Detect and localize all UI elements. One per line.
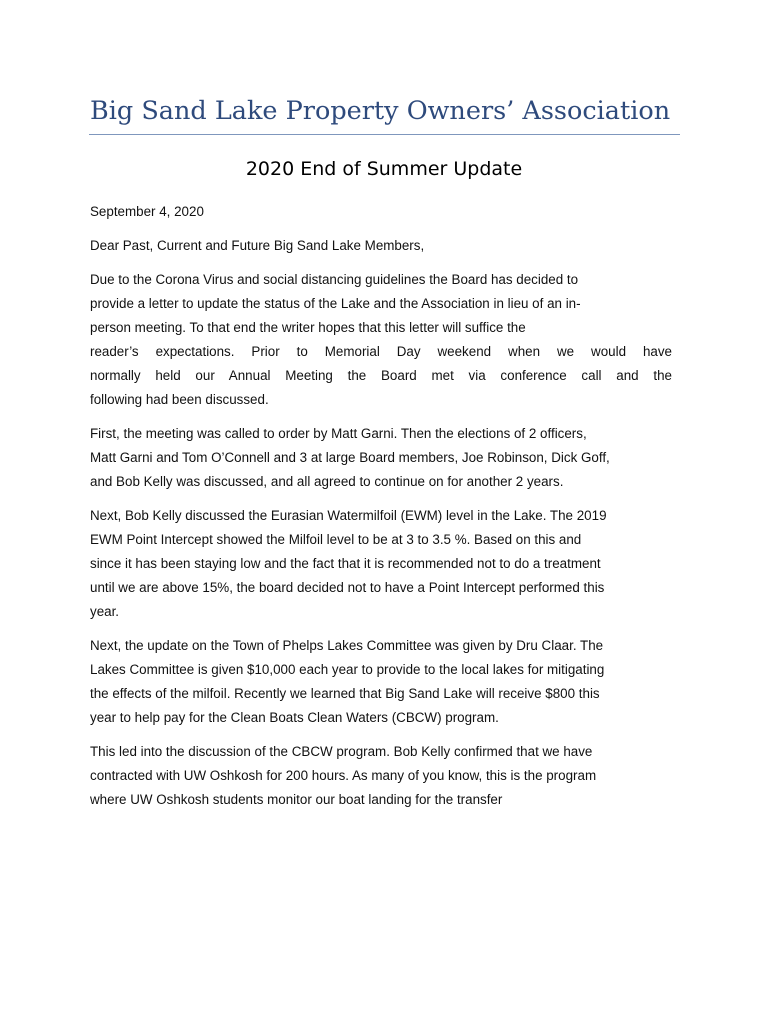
text-line: where UW Oshkosh students monitor our boat landing for the transfer <box>90 792 503 807</box>
paragraph-milfoil <box>90 504 672 624</box>
paragraph-intro <box>90 268 672 412</box>
text-line: and Bob Kelly was discussed, and all agreed to continue on for another 2 years. <box>90 474 564 489</box>
text-line: contracted with UW Oshkosh for 200 hours. As many of you know, this is the program <box>90 768 597 783</box>
text-line: the effects of the milfoil. Recently we learned that Big Sand Lake will receive $800 this <box>90 686 600 701</box>
text-line: Lakes Committee is given $10,000 each year to provide to the local lakes for mitigating <box>90 662 605 677</box>
salutation-text: Dear Past, Current and Future Big Sand Lake Members, <box>90 238 425 253</box>
text-line: Next, Bob Kelly discussed the Eurasian Watermilfoil (EWM) level in the Lake. The 2019 <box>90 508 607 523</box>
organization-heading: Big Sand Lake Property Owners’ Association <box>90 96 671 126</box>
heading-divider <box>89 134 680 135</box>
date-text: September 4, 2020 <box>90 204 204 219</box>
paragraph-cbcw <box>90 740 672 812</box>
document-title: 2020 End of Summer Update <box>245 158 523 180</box>
text-line: following had been discussed. <box>90 392 269 407</box>
text-line: provide a letter to update the status of the Lake and the Association in lieu of an in- <box>90 296 581 311</box>
text-line: year to help pay for the Clean Boats Clean Waters (CBCW) program. <box>90 710 499 725</box>
text-line: reader’s expectations. Prior to Memorial Day weekend when we would have <box>90 344 672 359</box>
text-line: until we are above 15%, the board decided not to have a Point Intercept performed this <box>90 580 605 595</box>
paragraph-lakes-committee <box>90 634 672 730</box>
text-line: normally held our Annual Meeting the Board met via conference call and the <box>90 368 672 383</box>
letter-salutation <box>90 234 672 258</box>
text-line: person meeting. To that end the writer hopes that this letter will suffice the <box>90 320 526 335</box>
text-line: First, the meeting was called to order by Matt Garni. Then the elections of 2 officers, <box>90 426 587 441</box>
text-line: Matt Garni and Tom O’Connell and 3 at large Board members, Joe Robinson, Dick Goff, <box>90 450 610 465</box>
text-line: EWM Point Intercept showed the Milfoil level to be at 3 to 3.5 %. Based on this and <box>90 532 582 547</box>
text-line: Due to the Corona Virus and social distancing guidelines the Board has decided to <box>90 272 579 287</box>
text-line: year. <box>90 604 120 619</box>
text-line: Next, the update on the Town of Phelps Lakes Committee was given by Dru Claar. The <box>90 638 604 653</box>
paragraph-elections <box>90 422 672 494</box>
text-line: This led into the discussion of the CBCW program. Bob Kelly confirmed that we have <box>90 744 593 759</box>
letter-date <box>90 200 672 224</box>
text-line: since it has been staying low and the fact that it is recommended not to do a treatment <box>90 556 601 571</box>
letter-body <box>90 200 672 822</box>
